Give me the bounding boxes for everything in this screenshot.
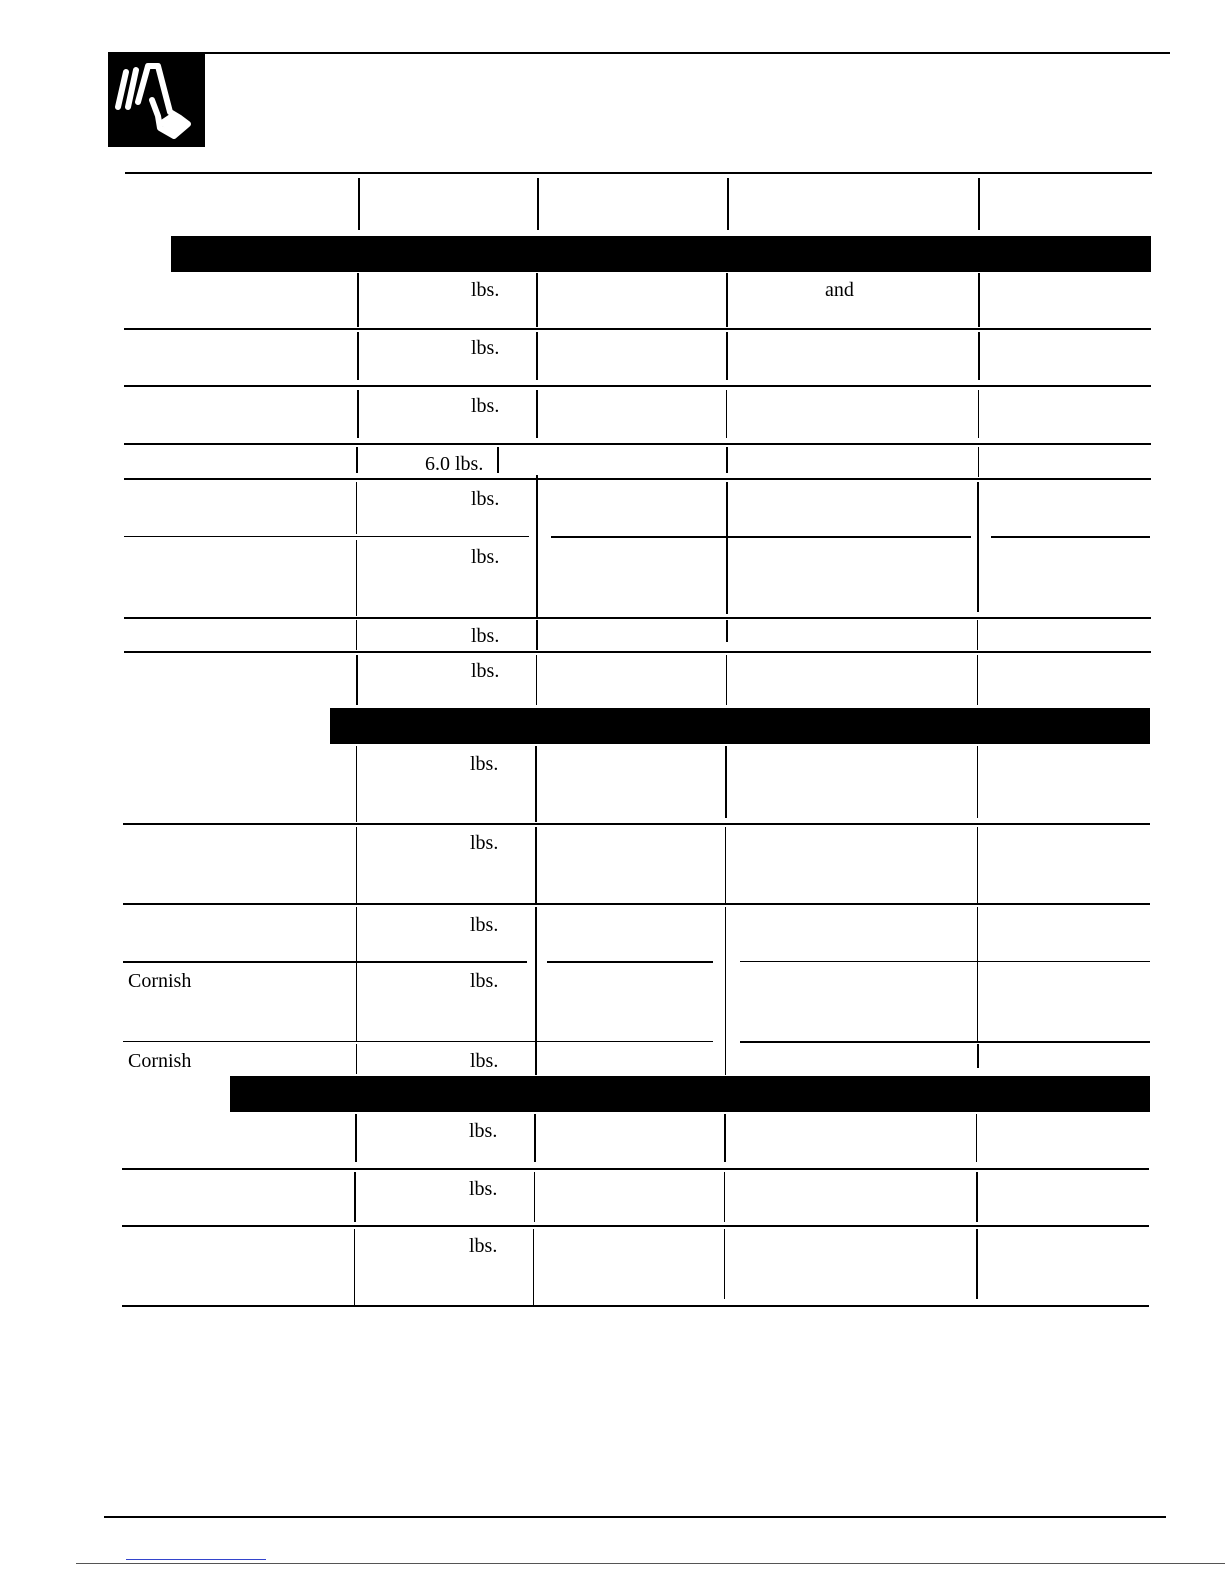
bottom-edge-rule	[76, 1563, 1225, 1564]
row-rule	[124, 478, 1151, 480]
row-divider	[726, 620, 728, 642]
row-rule	[124, 443, 1151, 445]
row-divider	[977, 1044, 979, 1068]
row-rule	[123, 903, 1150, 905]
row-divider	[976, 1172, 978, 1222]
unit-label: lbs.	[469, 1235, 498, 1257]
top-rule	[108, 52, 1170, 54]
row-divider	[356, 655, 358, 705]
row-divider	[726, 332, 728, 380]
row-divider	[978, 447, 979, 477]
row-rule	[991, 536, 1150, 538]
row-rule	[551, 536, 971, 538]
row-divider	[354, 1172, 356, 1222]
row-divider	[356, 540, 357, 616]
unit-label: lbs.	[470, 832, 499, 854]
row-divider	[977, 746, 978, 818]
row-divider	[536, 620, 538, 650]
row-rule	[123, 1041, 713, 1042]
row-divider	[356, 827, 357, 903]
row-divider	[536, 390, 538, 438]
section-bar	[230, 1076, 1150, 1112]
header-divider	[978, 178, 980, 230]
row-divider	[726, 390, 727, 438]
unit-label: lbs.	[469, 1178, 498, 1200]
row-divider	[356, 620, 357, 650]
row-rule	[124, 536, 379, 537]
row-divider	[977, 907, 978, 1041]
link-underline[interactable]	[126, 1559, 266, 1560]
row-divider	[536, 332, 538, 380]
row-divider	[726, 273, 728, 327]
unit-label: lbs.	[470, 914, 499, 936]
row-divider	[357, 273, 359, 327]
unit-label: lbs.	[471, 279, 500, 301]
row-divider	[536, 273, 538, 327]
row-rule	[122, 1168, 1149, 1170]
row-divider	[534, 1172, 535, 1222]
row-divider	[978, 332, 980, 380]
row-label: Cornish	[128, 1050, 192, 1072]
row-divider	[726, 655, 727, 705]
header-divider	[358, 178, 360, 230]
row-divider	[497, 447, 499, 473]
unit-label: lbs.	[471, 625, 500, 647]
row-rule	[123, 823, 1150, 825]
row-divider	[356, 907, 357, 1041]
row-divider	[977, 620, 978, 650]
row-divider	[354, 1229, 355, 1305]
unit-label: lbs.	[470, 753, 499, 775]
unit-label: lbs.	[471, 660, 500, 682]
row-divider	[535, 746, 537, 822]
row-rule	[740, 961, 1150, 962]
unit-label: lbs.	[470, 970, 499, 992]
row-divider	[356, 482, 357, 534]
row-rule	[123, 961, 527, 963]
unit-label: lbs.	[471, 546, 500, 568]
section-bar	[330, 708, 1150, 744]
row-divider	[357, 332, 359, 380]
hand-pressing-icon	[108, 52, 205, 147]
row-divider	[356, 746, 357, 822]
header-divider	[537, 178, 539, 230]
row-rule	[379, 536, 529, 537]
row-divider	[725, 827, 726, 903]
row-rule	[740, 1041, 1150, 1043]
row-divider	[726, 447, 728, 473]
row-rule	[547, 961, 713, 963]
row-divider	[725, 746, 727, 818]
row-divider	[726, 482, 728, 614]
row-divider	[356, 447, 358, 473]
row-divider	[977, 655, 978, 705]
row-divider	[535, 827, 537, 903]
row-divider	[976, 1229, 978, 1299]
row-divider	[535, 907, 537, 1075]
row-rule	[124, 328, 1151, 330]
row-divider	[978, 273, 980, 327]
row-rule	[124, 651, 1151, 653]
table-bottom-rule	[122, 1305, 1149, 1307]
footer-rule	[104, 1516, 1166, 1518]
unit-label: lbs.	[469, 1120, 498, 1142]
row-label: Cornish	[128, 970, 192, 992]
cell-text: and	[825, 279, 854, 301]
row-divider	[724, 1172, 725, 1222]
row-divider	[978, 390, 979, 438]
unit-label: lbs.	[470, 1050, 499, 1072]
row-divider	[976, 1114, 977, 1162]
row-divider	[977, 482, 979, 612]
section-bar	[171, 236, 1151, 272]
row-divider	[533, 1229, 534, 1305]
row-rule	[124, 385, 1151, 387]
unit-label: lbs.	[471, 337, 500, 359]
unit-label: lbs.	[471, 488, 500, 510]
row-divider	[724, 1229, 725, 1299]
row-divider	[536, 655, 537, 705]
row-divider	[725, 907, 726, 1075]
row-divider	[356, 1044, 357, 1074]
row-divider	[534, 1114, 536, 1162]
row-divider	[536, 475, 538, 617]
row-rule	[124, 617, 1151, 619]
row-divider	[357, 390, 359, 438]
unit-label: lbs.	[471, 395, 500, 417]
row-divider	[724, 1114, 726, 1162]
header-divider	[727, 178, 729, 230]
table-top-rule	[125, 172, 1152, 174]
row-divider	[977, 827, 978, 903]
row-divider	[355, 1114, 357, 1162]
weight-label: 6.0 lbs.	[425, 453, 484, 475]
row-rule	[122, 1225, 1149, 1227]
